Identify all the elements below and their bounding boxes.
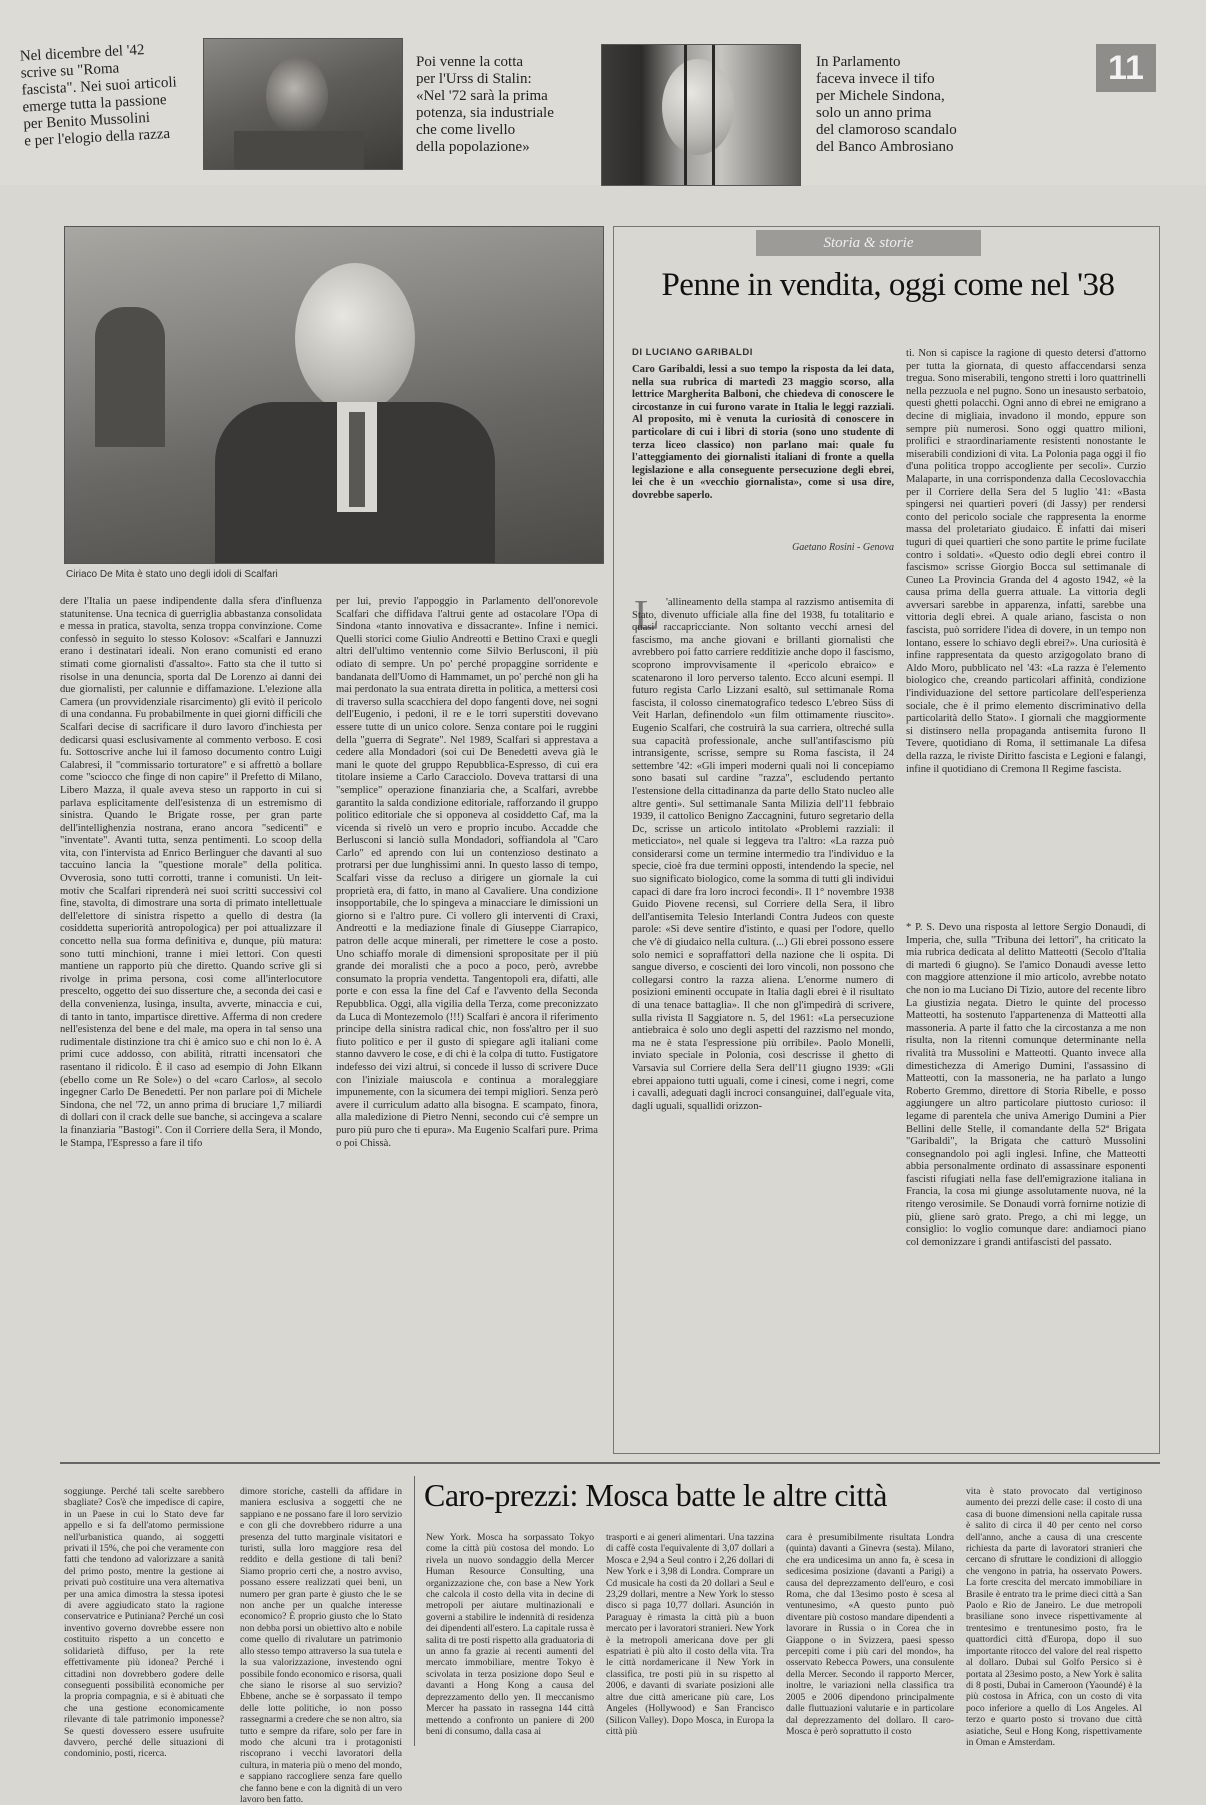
- bottom-col3: New York. Mosca ha sorpassato Tokyo come la città più costosa del mondo. Lo rivela un nuovo sondaggio della Mercer Human Resource Consulting, una organizzazione che, con base a New York che calcola il costo della vita in decine di metropoli per aiutare multinazionali e governi a stabilire le indennità di residenza dei dipendenti all'estero. La capitale russa è salita di tre posti rispetto alla graduatoria di un anno fa grazie ai recenti aumenti del mercato immobiliare, mentre Tokyo è scivolata in terza posizione dopo Seul e davanti a Hong Kong a causa del deprezzamento dello yen. Il meccanismo Mercer ha passato in rassegna 144 città mettendo a confronto un paniere di 200 beni di consumo, dalla casa ai: [426, 1532, 594, 1737]
- bottom-col2: dimore storiche, castelli da affidare in maniera esclusiva a soggetti che ne sappiano e ne possano fare il loro servizio e con gli che dovrebbero ridurre a una presenza del tutto marginale visitatori e turisti, sulla loro maggiore resa del reddito e della gestione di tali beni? Siamo proprio certi che, a nostro avviso, possano essere realizzati quei beni, un numero per gran parte è giusto che le se non anche per un qualche interesse economico? È proprio giusto che lo Stato non debba porsi un obiettivo alto e nobile come quello di rivalutare un patrimonio allo stesso tempo attraverso la sua tutela e la sua valorizzazione, investendo ogni possibile fondo economico e risorsa, quali che siano le risorse al suo servizio? Ebbene, anche se è sorpassato il tempo delle lotte politiche, io non posso rassegnarmi a credere che se non altro, sia tutto e sempre da rifare, solo per fare in modo che alcuni tra i protagonisti riscoprano i vecchi lavoratori della cultura, in materia più o meno del mondo, e sappiano raccogliere senza fare quello che fanno bene e con la dignità di un vero lavoro ben fatto.: [240, 1486, 402, 1805]
- top-strip: [0, 0, 1206, 185]
- bottom-vertical-rule: [414, 1476, 415, 1746]
- blurb-left: Nel dicembre del '42 scrive su "Roma fascista". Nei suoi articoli emerge tutta la passione per Benito Mussolini e per l'elogio della razza: [19, 42, 178, 150]
- left-article-col2: per lui, previo l'appoggio in Parlamento dell'onorevole Scalfari che diffidava l'altrui gente ad ostacolare l'Opa di Sindona «tanto innovativa e dissacrante». Infine i nemici. Quelli storici come Giulio Andreotti e Bettino Craxi e quegli altri dell'ultimo ventennio come Silvio Berlusconi, il più odiato di sempre. Un po' perché propaggine sorridente e bandanata dell'Uomo di Hammamet, un po' perché non gli ha mai perdonato la sua entrata diretta in politica, a mettersi così di traverso sulla scacchiera del dopo fangenti dove, nei sogni dell'Eugenio, i pedoni, il re e le torri superstiti dovevano essere tutte di un unico colore. Senza contare poi le ruggini della "guerra di Segrate". Nel 1989, Scalfari si apprestava a cedere alla Mondadori (soi cui De Benedetti aveva già le mani le quote del gruppo Repubblica-Espresso, di cui era titolare insieme a Carlo Caracciolo. Doveva trattarsi di una "semplice" operazione finanziaria che, a Scalfari, avrebbe garantito la salda condizione editoriale, rafforzando il gruppo politico editoriale che si opponeva al cosiddetto Caf, ma la vicenda si rivelò un vero e proprio incubo. Accadde che Berlusconi si lanciò sulla Mondadori, soffiandola al "Caro Carlo" ed aprendo con lui un contenzioso destinato a protrarsi per due lunghissimi anni. In questo lasso di tempo, Scalfari visse da recluso a dirigere un giornale la cui proprietà era, di fatto, in mano al Cavaliere. Una condizione insopportabile, che lo spingeva a minacciare le dimissioni un giorno sì e l'altro pure. Ci vollero gli interventi di Craxi, Andreotti e la mediazione finale di Giuseppe Ciarrapico, patron delle acque minerali, per rimettere le cose a posto. Uno schiaffo morale di dimensioni spropositate per il più grande dei moralisti che a poco a poco, però, avrebbe consumato la propria vendetta. Tangentopoli era, difatti, alle porte e con essa la fine del Caf e l'avvento della Seconda Repubblica. Oggi, alla vigilia della Terza, come preconizzato da Luca di Montezemolo (!!!) Scalfari è ancora il riferimento principe della sinistra radical chic, non foss'altro per il suo fiuto politico e per il gusto di spiegare agli italiani come stanno davvero le cose, e di chi è la colpa di tutto. Fustigatore indefesso dei vizi altrui, si concede il lusso di scrivere Duce con l'iniziale maiuscola e continua a moraleggiare impunemente, con la sicumera dei tempi migliori. Senza però avere il curriculum adatto alla bisogna. E scampato, finora, alla maledizione di Pietro Nenni, secondo cui c'è sempre un puro più puro che ti epura». Ma Eugenio Scalfari pure. Prima o poi Chissà.: [336, 596, 598, 1149]
- sindona-photo: [601, 44, 801, 186]
- article-byline: DI LUCIANO GARIBALDI: [632, 347, 753, 358]
- bottom-col1: soggiunge. Perché tali scelte sarebbero sbagliate? Cos'è che impedisce di capire, in un Paese in cui lo Stato deve far appello e si fa dell'atomo permissione nell'urbanistica quando, ai soggetti privati il 15%, che poi che veramente con fatti che tendono ad valorizzare a sanità del primo posto, mentre la gestione ai privati può costituire una vera alternativa per una amica dimostra la stessa ipotesi di avere aggiudicato stato la ragione conservatrice e Putiniana? Perché un così inventivo governo dovrebbe essere non costituito rispetto a un concetto e solidarietà diffuso, per la rete effettivamente più idonea? Perché i cittadini non dovrebbero godere delle conseguenti possibilità economiche per la propria compagnia, e si è abituati che che una gestione economicamente rilevante di tale patrimonio imponesse? Se questi dovessero essere usufruite davvero, perché delle situazioni di condominio, posti, ricerca.: [64, 1486, 224, 1760]
- right-article-col-b: ti. Non si capisce la ragione di questo detersi d'attorno per tutta la giornata, di questo affaccendarsi senza tregua. Sono miserabili, tengono stretti i loro quattrinelli nella pezzuola e nel pugno. Sono un inesausto serbatoio, questi ghetti polacchi. Ogni anno di ebrei ne emigrano a decine di migliaia, invadono il mondo, eppure son sempre più numerosi. Sono oggi quattro milioni, prolifici e straordinariamente resistenti nonostante le miserabili condizioni di vita. La Polonia paga oggi il fio d'una politica troppo accogliente per secoli». Curzio Malaparte, in una corrispondenza dalla Cecoslovacchia per il Corriere della Sera del 5 luglio '41: «Basta spingersi nei quartieri poveri (di Jassy) per rendersi conto del pericolo sociale che rappresenta la enorme massa del proletariato giudaico. È infatti dai miseri tuguri di quei quartieri che sono partite le prime fucilate contro i soldati». «Questo odio degli ebrei contro il fascismo» scrisse Giorgio Bocca sul settimanale di Cuneo La Provincia Granda del 4 agosto 1942, «è la causa prima della guerra attuale. La vittoria degli avversari sarebbe in apparenza, infatti, sarebbe una vittoria degli ebrei. A quale ariano, fascista o non fascista, può sorridere l'idea di dovere, in un tempo non lontano, essere lo schiavo degli ebrei?». Una curiosità è infine rappresentata da questo arzigogolato brano di Aldo Moro, pubblicato nel '43: «La razza è l'elemento biologico che, creando particolari affinità, condizione l'individuazione del settore particolare dell'esperienza sociale, che è il primo elemento discriminativo della particolarità dello Stato». I giornali che maggiormente si distinsero nella propaganda antisemita furono Il Tevere, quotidiano di Roma, il settimanale La difesa della razza, le riviste Diritto fascista e Legioni e falangi, infine il quotidiano di Cremona Il Regime fascista.: [906, 348, 1146, 775]
- section-tag: Storia & storie: [756, 230, 981, 256]
- page-number: 11: [1096, 44, 1156, 92]
- reader-letter: Caro Garibaldi, lessi a suo tempo la risposta da lei data, nella sua rubrica di martedì 23 maggio scorso, alla lettrice Margherita Balboni, che chiedeva di conoscere le circostanze in cui furono varate in Italia le leggi razziali. Al proposito, mi è venuta la curiosità di conoscere in particolare di cui i libri di storia (sono uno studente di terza liceo classico) non parlano mai: quale fu l'atteggiamento dei giornalisti italiani di fronte a quella legislazione e alla conseguente persecuzione degli ebrei, lei che è un «vecchio giornalista», come si usa dire, dovrebbe saperlo.: [632, 364, 894, 501]
- bottom-col6: vita è stato provocato dal vertiginoso aumento dei prezzi delle case: il costo di una casa di buone dimensioni nella capitale russa è salito di circa il 40 per cento nel corso dell'anno, anche a causa di una crescente richiesta da parte di lavoratori stranieri che cercano di sfruttare le condizioni di alloggio che vengono in patria, ha osservato Powers. La forte crescita del mercato immobiliare in Brasile è entrato tra le prime dieci città a San Paolo e Rio de Janeiro. Le due metropoli brasiliane sono invece rispettivamente al trentesimo e trentunesimo posto, fra le quattordici città d'Europa, dopo il suo importante ritocco del valore del real rispetto al dollaro. Dubai sul Golfo Persico si è portata al 23esimo posto, a New York è salita di 8 posti, Dubai in Cameroon (Yaoundé) è la più costosa in Africa, con un costo di vita poco inferiore a quello di Los Angeles. Al terzo e quarto posto si trovano due città asiatiche, Seul e Hong Kong, rispettivamente in Oman e Amsterdam.: [966, 1486, 1142, 1748]
- main-photo: [64, 226, 604, 564]
- photo-caption: Ciriaco De Mita è stato uno degli idoli di Scalfari: [66, 569, 278, 580]
- letter-signature: Gaetano Rosini - Genova: [792, 542, 894, 553]
- bottom-col5: cara è presumibilmente risultata Londra (quinta) davanti a Ginevra (sesta). Milano, che era undicesima un anno fa, è scesa in sedicesima posizione (davanti a Parigi) a causa del deprezzamento dell'euro, e così Roma, che dal 13esimo posto è scesa al ventunesimo, «A questo punto può diventare più costoso mandare dipendenti a lavorare in Russia o in Corea che in Giappone o in Svizzera, paesi spesso percepiti come i più cari del mondo», ha osservato Rebecca Powers, una consulente della Mercer. Secondo il rapporto Mercer, inoltre, le variazioni nella classifica tra 2005 e 2006 dipendono principalmente dalle fluttuazioni valutarie e in particolare dal deprezzamento del dollaro. Il caro-Mosca è però soprattutto il costo: [786, 1532, 954, 1737]
- bottom-col4: trasporti e ai generi alimentari. Una tazzina di caffè costa l'equivalente di 3,07 dollari a Mosca e 2,94 a Seul contro i 2,26 dollari di New York e i 3,98 di Londra. Comprare un Cd musicale ha costi da 20 dollari a Seul e 23,29 dollari, mentre a New York lo stesso disco si paga 10,77 dollari. Asunción in Paraguay è rimasta la città più a buon mercato per i lavoratori stranieri. New York è la metropoli americana dove per gli espatriati è più alto il costo della vita. Tra le città nordamericane il New York in classifica, tre posti più in su rispetto al 2006, e davanti di svariate posizioni alle altre due città americane più care, Los Angeles (Hollywood) e San Francisco (Silicon Valley). Dopo Mosca, in Europa la città più: [606, 1532, 774, 1737]
- blurb-middle: Poi venne la cotta per l'Urss di Stalin: «Nel '72 sarà la prima potenza, sia industriale che come livello della popolazione»: [416, 54, 554, 155]
- bottom-headline: Caro-prezzi: Mosca batte le altre città: [424, 1477, 887, 1513]
- stalin-photo: [203, 38, 403, 170]
- drop-cap: L: [634, 593, 660, 639]
- ps-note: * P. S. Devo una risposta al lettore Sergio Donaudi, di Imperia, che, sulla "Tribuna dei lettori", ha criticato la mia rubrica dedicata al delitto Matteotti (Secolo d'Italia di martedì 6 giugno). Se l'amico Donaudi avesse letto con maggiore attenzione il mio articolo, avrebbe notato che non io ma Luciano Di Tizio, autore del recente libro La giustizia negata. Dietro le quinte del processo Matteotti, ha sostenuto l'appartenenza di Matteotti alla massoneria. A parte il fatto che la circostanza a me non risulta, non la ritenni comunque determinante nella rivalità tra Mussolini e Matteotti. Quanto invece alla dimestichezza di Amerigo Dumini, l'assassino di Matteotti, con la massoneria, ne ha parlato a lungo Roberto Gremmo, direttore di Storia Ribelle, e posso aggiungere un altro particolare piuttosto curioso: il legame di parentela che univa Amerigo Dumini a Pier Bellini delle Stelle, il comandante della 52ª Brigata "Garibaldi", la Brigata che catturò Mussolini consegnandolo poi agli inglesi. Infine, che Matteotti abbia personalmente ordinato di assassinare esponenti fascisti rifugiati nella fase dell'emigrazione italiana in Francia, la cosa mi giunge assolutamente nuova, né la ritengo verosimile. Se Donaudi vorrà fornirne notizie di più, gliene sarò grato. Prego, a chi mi legge, un consiglio: lo voglio comunque dare: andiamoci piano col demonizzare i grandi antifascisti del passato.: [906, 922, 1146, 1248]
- right-article-col-a: 'allineamento della stampa al razzismo antisemita di Stato, divenuto ufficiale alla fine del 1938, fu totalitario e quasi raccapricciante. Non soltanto vecchi arnesi del fascismo, ma anche giovani e brillanti giornalisti che avrebbero poi fatto carriere redditizie anche dopo il fascismo, scoprono improvvisamente il «pericolo ebraico» e scatenarono il loro perverso talento. Ecco alcuni esempi. Il futuro regista Carlo Lizzani esaltò, sul settimanale Roma fascista, il colosso cinematografico tedesco L'ebreo Süss di Veit Harlan, definendolo «un film ottimamente riuscito». Eugenio Scalfari, che costruirà la sua carriera, oltreché sulla sua capacità professionale, anche sull'antifascismo più intransigente, scrisse, sempre su Roma fascista, il 24 settembre '42: «Gli imperi moderni quali noi li concepiamo sono basati sul cardine "razza", escludendo pertanto l'estensione della cittadinanza da parte dello Stato nucleo alle altre genti». Sul settimanale Santa Milizia dell'11 febbraio 1939, il cattolico Benigno Zaccagnini, futuro segretario della Dc, scrisse un articolo intitolato «Problemi razziali: il meticciato», nel quale si leggeva tra l'altro: «La razza può considerarsi come un termine intermedio tra l'individuo e la specie, cioè fra due termini opposti, intendendo la specie, nel suo significato biologico, come la somma di tutti gli individui capaci di dare fra loro incroci fecondi». Il 1° novembre 1938 Guido Piovene recensì, sul Corriere della Sera, il libro dell'antisemita Telesio Interlandi Contra Judeos con queste parole: «Si deve sentire d'istinto, e quasi per l'odore, quello che v'è di giudaico nella cultura. (...) Gli ebrei possono essere solo nemici e sopraffattori della nazione che li ospita. Di sangue diverso, e coscienti dei loro vincoli, non possono che collegarsi contro la razza aliena. L'enorme numero di posizioni eminenti occupate in Italia dagli ebrei è il risultato di una tenace battaglia». Il che non gl'impedirà di scrivere, sulla rivista Il Saggiatore n. 5, del 1961: «La persecuzione antiebraica è solo uno degli aspetti del razzismo nel mondo, ma ne è stata l'espressione più orribile». Paolo Monelli, inviato speciale in Polonia, così descrisse il ghetto di Varsavia sul Corriere della Sera dell'11 giugno 1939: «Gli ebrei appaiono tutti uguali, come i cinesi, come i negri, come i cavalli, adeguati dagli incroci consanguinei, dall'eguale vita, dagli uguali, squallidi orizzon-: [632, 597, 894, 1112]
- bottom-divider: [60, 1462, 1160, 1464]
- left-article-col1: dere l'Italia un paese indipendente dalla sfera d'influenza statunitense. Una tecnica di guerriglia abbastanza consolidata e messa in pratica, stavolta, senza troppa convinzione. Come confessò in seguito lo stesso Kolosov: «Scalfari e Jannuzzi erano i destinatari ideali. Non erano comunisti ed erano stimati come giornalisti d'assalto». Fatto sta che il tutto si risolse in una denuncia, sporta dal De Lorenzo ai danni dei due giornalisti, per calunnie e diffamazione. L'elezione alla Camera (un provvidenziale risarcimento) gli evitò il pericolo di una condanna. Fu probabilmente in quei giorni difficili che Scalfari decise di sacrificare il duro lavoro d'inchiesta per dedicarsi quasi esclusivamente al commento verboso. E così fu. Sottoscrive anche lui il famoso documento contro Luigi Calabresi, il "commissario torturatore" e si affrettò a bollare come "sciocco che finge di non capire" il Prefetto di Milano, Libero Mazza, il quale aveva steso un rapporto in cui si parlava esplicitamente dell'esistenza di un estremismo di sinistra. Quando le Brigate rosse, per gran parte dell'intellighenzia nostrana, erano ancora "sedicenti" e "inventate". Avanti tutta, senza pentimenti. Lo scoop della vita, con l'intervista ad Enrico Berlinguer che davanti al suo taccuino lancia la "questione morale" della politica. Ovverosia, sono tutti corrotti, tranne i comunisti. Un leit-motiv che Scalfari riprenderà nei suoi scritti successivi col fine, stavolta, di dimostrare una sorta di primato intellettuale dell'elettore di sinistra rispetto a quello di destra (la cosiddetta superiorità antropologica) per poi attualizzare il concetto nella sua forma definitiva e, dunque, più matura: sono tutti minchioni, tranne i miei lettori. Con questi mantiene un rapporto più che diretto. Quando scrive gli si rivolge in prima persona, così come all'interlocutore prescelto, oggetto dei suo disserture che, a seconda dei casi e della convenienza, lusinga, insulta, avverte, minaccia e cui, di tanto in tanto, impartisce direttive. Afferma di non credere nell'esistenza del bene e del male, ma opera in tal senso una rudimentale distinzione tra chi è amico suo e chi non lo è. A primi cuce addosso, con abilità, ritratti incensatori che rasentano il ridicolo. È il caso ad esempio di John Elkann (ebello come un Re Sole») o del «caro Carlos», al secolo ingegner Carlo De Benedetti. Per non parlare poi di Michele Sindona, che nel '72, un anno prima di bruciare 1,7 miliardi di dollari con il crack delle sue banche, si accingeva a scalare la finanziaria "Bastogi". Con il Corriere della Sera, il Mondo, le Stampa, l'Espresso a fare il tifo: [60, 596, 322, 1149]
- article-headline: Penne in vendita, oggi come nel '38: [661, 267, 1115, 303]
- blurb-right: In Parlamento faceva invece il tifo per Michele Sindona, solo un anno prima del clamoroso scandalo del Banco Ambrosiano: [816, 54, 957, 155]
